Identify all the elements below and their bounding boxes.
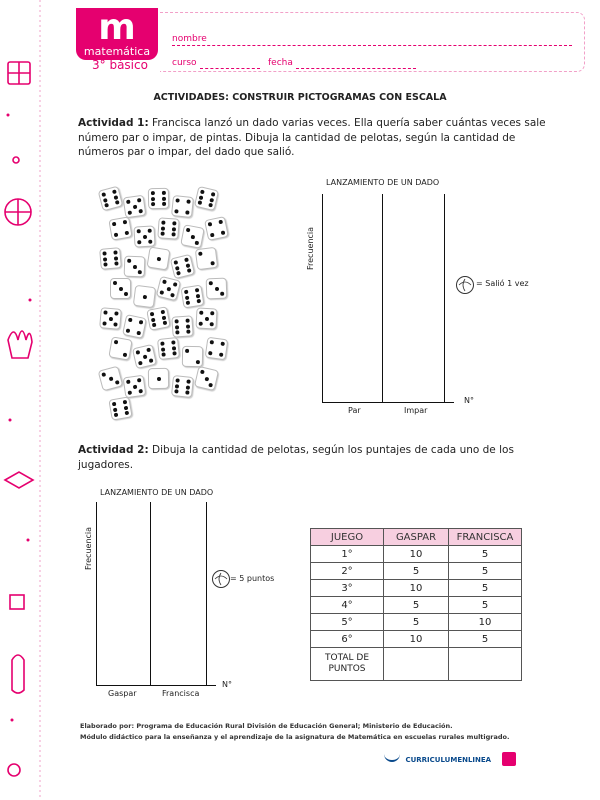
- nombre-label: nombre: [172, 34, 207, 44]
- die-pip: [220, 342, 225, 347]
- die-pip: [198, 200, 203, 205]
- die-pip: [162, 279, 167, 284]
- die-pip: [112, 189, 117, 194]
- die-pip: [138, 389, 143, 394]
- die-face: [110, 278, 131, 299]
- die-pip: [184, 257, 189, 262]
- die-pip: [156, 376, 160, 380]
- die-pip: [160, 341, 164, 345]
- die-face: [180, 284, 204, 308]
- table-row: [311, 563, 522, 580]
- die-pip: [137, 229, 141, 233]
- die-pip: [208, 203, 213, 208]
- die-pip: [196, 293, 201, 298]
- table-row: [311, 580, 522, 597]
- die-pip: [128, 318, 133, 323]
- die-pip: [127, 259, 131, 263]
- curso-field[interactable]: [200, 68, 260, 69]
- chart-1-xlabel: N°: [464, 396, 474, 405]
- die-pip: [200, 190, 205, 195]
- die-face: [194, 366, 219, 391]
- chart-1-key: = Salió 1 vez: [476, 279, 529, 288]
- fecha-field[interactable]: [296, 68, 416, 69]
- die-face: [98, 186, 124, 212]
- die-pip: [185, 390, 189, 394]
- die-pip: [173, 282, 178, 287]
- die-pip: [102, 321, 106, 325]
- die-pip: [171, 232, 175, 236]
- die-pip: [175, 325, 179, 329]
- die-pip: [123, 220, 128, 225]
- die-pip: [137, 240, 141, 244]
- die-face: [156, 276, 181, 301]
- die-pip: [161, 347, 165, 351]
- die-face: [122, 314, 147, 339]
- die-pip: [138, 361, 143, 366]
- activity-2-instructions: Dibuja la cantidad de pelotas, según los puntajes de cada uno de los jugadores.: [78, 444, 514, 471]
- die-pip: [132, 264, 136, 268]
- die-pip: [142, 294, 146, 298]
- table-body: [311, 546, 522, 648]
- matematica-logo: [76, 8, 158, 60]
- chart-1-divider: [382, 194, 383, 402]
- die-pip: [220, 292, 224, 296]
- die-pip: [103, 197, 108, 202]
- die-pip: [172, 351, 176, 355]
- die-pip: [101, 192, 106, 197]
- col-francisca: FRANCISCA: [449, 529, 522, 546]
- die-pip: [204, 376, 209, 381]
- total-label: TOTAL DE PUNTOS: [311, 648, 384, 681]
- die-face: [171, 375, 194, 398]
- die-pip: [171, 340, 175, 344]
- die-pip: [186, 329, 190, 333]
- curriculum-logo-mark: [384, 752, 400, 762]
- page-title: ACTIVIDADES: CONSTRUIR PICTOGRAMAS CON ESCALA: [153, 92, 447, 103]
- chart-1-y-axis: [322, 194, 323, 402]
- die-pip: [114, 233, 119, 238]
- table-total-row: [311, 648, 522, 681]
- die-pip: [166, 286, 171, 291]
- francisca-cell: 5: [449, 546, 522, 563]
- die-pip: [136, 350, 141, 355]
- fecha-label: fecha: [268, 58, 293, 68]
- total-francisca-cell[interactable]: [449, 648, 522, 681]
- die-pip: [114, 256, 118, 260]
- die-pip: [199, 311, 203, 315]
- chart-2-divider: [150, 502, 151, 686]
- die-pip: [113, 250, 117, 254]
- die-pip: [114, 261, 118, 265]
- curso-label: curso: [172, 58, 197, 68]
- juego-cell: 6°: [311, 631, 384, 648]
- die-pip: [162, 202, 166, 206]
- die-pip: [208, 351, 213, 356]
- die-face: [148, 368, 169, 389]
- die-pip: [126, 380, 131, 385]
- juego-cell: 5°: [311, 614, 384, 631]
- die-pip: [175, 198, 179, 202]
- chart-2-category-gaspar: Gaspar: [108, 689, 137, 698]
- activity-2-label: Actividad 2:: [78, 444, 149, 456]
- logo-word: matemática: [83, 45, 151, 58]
- die-pip: [108, 316, 112, 320]
- die-pip: [112, 222, 117, 227]
- die-pip: [114, 413, 119, 418]
- die-pip: [172, 221, 176, 225]
- die-pip: [103, 257, 107, 261]
- decorative-side-stripe: [0, 0, 46, 800]
- die-pip: [161, 352, 165, 356]
- die-pip: [139, 320, 144, 325]
- die-pip: [162, 315, 167, 320]
- chart-2-y-axis: [96, 502, 97, 686]
- gaspar-cell: 5: [384, 614, 449, 631]
- die-face: [133, 225, 155, 247]
- activity-1-label: Actividad 1:: [78, 117, 149, 129]
- gaspar-cell: 5: [384, 563, 449, 580]
- die-pip: [151, 191, 155, 195]
- table-row: [311, 631, 522, 648]
- die-pip: [112, 402, 117, 407]
- gaspar-cell: 10: [384, 580, 449, 597]
- die-pip: [136, 331, 141, 336]
- chart-2-xlabel: N°: [222, 680, 232, 689]
- die-face: [171, 315, 193, 337]
- chart-1-category-par: Par: [348, 406, 361, 415]
- die-face: [123, 375, 147, 399]
- die-pip: [114, 311, 118, 315]
- die-pip: [151, 317, 156, 322]
- die-pip: [195, 241, 200, 246]
- die-face: [171, 195, 194, 218]
- die-pip: [198, 251, 202, 255]
- die-pip: [126, 328, 131, 333]
- die-face: [148, 188, 169, 209]
- juego-cell: 3°: [311, 580, 384, 597]
- dice-illustration: [100, 188, 230, 408]
- die-pip: [186, 199, 190, 203]
- nombre-field[interactable]: [172, 45, 572, 46]
- chart-2-right-border: [206, 502, 207, 686]
- francisca-cell: 10: [449, 614, 522, 631]
- activity-1-instructions: Francisca lanzó un dado varias veces. Ella quería saber cuántas veces sale número par o impar, de pintas. Dibuja la cantidad de pelotas, según la cantidad de números par o impar, del dado que salió.: [78, 117, 546, 158]
- die-pip: [108, 376, 113, 381]
- die-pip: [146, 348, 151, 353]
- die-pip: [208, 383, 213, 388]
- grade-label: 3° básico: [92, 58, 148, 72]
- die-face: [133, 285, 156, 308]
- die-pip: [200, 370, 205, 375]
- footer-line-1: Elaborado por: Programa de Educación Rural División de Educación General; Ministerio de Educación.: [80, 722, 453, 730]
- chart-2-title: LANZAMIENTO DE UN DADO: [100, 488, 214, 497]
- die-pip: [113, 322, 117, 326]
- die-face: [204, 216, 229, 241]
- die-pip: [197, 299, 202, 304]
- chart-1-right-border: [444, 194, 445, 402]
- die-face: [146, 306, 171, 331]
- footer-line-2: Módulo didáctico para la enseñanza y el aprendizaje de la asignatura de Matemática en escuelas rurales multigrado.: [80, 733, 510, 741]
- die-pip: [113, 195, 118, 200]
- francisca-cell: 5: [449, 580, 522, 597]
- die-pip: [128, 390, 133, 395]
- die-face: [182, 346, 203, 367]
- francisca-cell: 5: [449, 597, 522, 614]
- die-pip: [195, 288, 200, 293]
- die-pip: [125, 411, 130, 416]
- die-face: [108, 396, 132, 420]
- francisca-cell: 5: [449, 631, 522, 648]
- die-pip: [124, 292, 128, 296]
- die-pip: [124, 405, 129, 410]
- die-pip: [170, 293, 175, 298]
- die-pip: [113, 281, 117, 285]
- die-pip: [132, 384, 137, 389]
- die-face: [206, 278, 228, 300]
- die-pip: [176, 271, 181, 276]
- chart-2-x-axis: [96, 685, 216, 686]
- die-pip: [148, 229, 152, 233]
- die-pip: [103, 310, 107, 314]
- table-row: [311, 546, 522, 563]
- gaspar-cell: 10: [384, 546, 449, 563]
- die-pip: [161, 226, 165, 230]
- activity-2-text: [78, 443, 558, 472]
- curriculum-logo-text: CURRICULUMENLINEA: [405, 756, 492, 764]
- die-face: [194, 186, 219, 211]
- die-pip: [219, 352, 224, 357]
- die-face: [195, 307, 217, 329]
- col-juego: JUEGO: [311, 529, 384, 546]
- francisca-cell: 5: [449, 563, 522, 580]
- die-face: [146, 246, 170, 270]
- die-pip: [119, 287, 123, 291]
- die-pip: [196, 360, 200, 364]
- die-pip: [174, 389, 178, 393]
- chart-2-key: = 5 puntos: [230, 574, 275, 583]
- die-pip: [210, 311, 214, 315]
- die-pip: [125, 231, 130, 236]
- die-pip: [186, 324, 190, 328]
- die-pip: [185, 210, 189, 214]
- chart-1-ylabel: Frecuencia: [306, 226, 315, 270]
- die-pip: [210, 322, 214, 326]
- chart-1-x-axis: [322, 402, 454, 403]
- juego-cell: 1°: [311, 546, 384, 563]
- die-pip: [210, 261, 214, 265]
- die-pip: [115, 200, 120, 205]
- die-pip: [138, 270, 142, 274]
- die-pip: [138, 209, 143, 214]
- die-pip: [190, 234, 195, 239]
- die-pip: [209, 197, 214, 202]
- die-pip: [137, 198, 142, 203]
- die-face: [195, 247, 218, 270]
- die-face: [157, 217, 179, 239]
- die-face: [99, 247, 122, 270]
- activity-1-text: [78, 116, 558, 160]
- curriculum-logo: [384, 752, 491, 764]
- die-face: [99, 307, 122, 330]
- die-pip: [209, 281, 213, 285]
- die-pip: [199, 195, 204, 200]
- die-pip: [126, 200, 131, 205]
- die-face: [170, 254, 195, 279]
- die-pip: [218, 220, 223, 225]
- die-pip: [102, 251, 106, 255]
- die-pip: [163, 321, 168, 326]
- die-pip: [104, 203, 109, 208]
- die-pip: [185, 295, 190, 300]
- die-pip: [204, 316, 208, 320]
- logo-letter: m: [98, 7, 136, 48]
- juego-cell: 4°: [311, 597, 384, 614]
- total-gaspar-cell[interactable]: [384, 648, 449, 681]
- table-row: [311, 614, 522, 631]
- die-pip: [175, 265, 180, 270]
- chart-1-title: LANZAMIENTO DE UN DADO: [326, 178, 440, 187]
- die-pip: [114, 340, 119, 345]
- ball-icon: [212, 570, 230, 588]
- die-pip: [150, 312, 155, 317]
- die-pip: [173, 260, 178, 265]
- gaspar-cell: 10: [384, 631, 449, 648]
- die-pip: [184, 290, 189, 295]
- die-pip: [187, 268, 192, 273]
- die-pip: [113, 407, 118, 412]
- die-pip: [132, 204, 137, 209]
- score-table: [310, 528, 522, 681]
- die-pip: [142, 234, 146, 238]
- die-pip: [161, 310, 166, 315]
- die-pip: [211, 192, 216, 197]
- die-pip: [186, 228, 191, 233]
- die-pip: [123, 400, 128, 405]
- gaspar-cell: 5: [384, 597, 449, 614]
- die-pip: [172, 227, 176, 231]
- die-face: [180, 224, 205, 249]
- die-face: [132, 344, 157, 369]
- die-pip: [162, 196, 166, 200]
- chart-1-category-impar: Impar: [404, 406, 428, 415]
- header-frame: [160, 12, 585, 72]
- die-pip: [175, 378, 179, 382]
- die-face: [98, 366, 124, 392]
- die-pip: [175, 384, 179, 388]
- chart-2-ylabel: Frecuencia: [84, 526, 93, 570]
- die-pip: [148, 240, 152, 244]
- table-header-row: [311, 529, 522, 546]
- die-pip: [186, 379, 190, 383]
- die-face: [123, 195, 147, 219]
- die-pip: [128, 210, 133, 215]
- die-pip: [162, 191, 166, 195]
- die-pip: [161, 220, 165, 224]
- die-pip: [151, 197, 155, 201]
- die-pip: [123, 353, 128, 358]
- die-pip: [115, 380, 120, 385]
- die-pip: [152, 323, 157, 328]
- die-pip: [185, 349, 189, 353]
- die-face: [108, 216, 132, 240]
- ball-icon: [456, 276, 474, 294]
- die-pip: [210, 233, 215, 238]
- die-pip: [142, 354, 147, 359]
- table-row: [311, 597, 522, 614]
- chart-2-category-francisca: Francisca: [162, 689, 200, 698]
- die-pip: [103, 262, 107, 266]
- die-pip: [186, 301, 191, 306]
- die-pip: [186, 385, 190, 389]
- die-pip: [151, 202, 155, 206]
- die-pip: [172, 346, 176, 350]
- die-pip: [160, 231, 164, 235]
- die-face: [205, 337, 229, 361]
- die-pip: [210, 340, 215, 345]
- die-pip: [137, 378, 142, 383]
- juego-cell: 2°: [311, 563, 384, 580]
- col-gaspar: GASPAR: [384, 529, 449, 546]
- die-pip: [199, 322, 203, 326]
- die-pip: [101, 372, 106, 377]
- die-pip: [175, 330, 179, 334]
- brand-square: [502, 752, 516, 766]
- die-pip: [149, 358, 154, 363]
- die-pip: [214, 286, 218, 290]
- die-pip: [185, 263, 190, 268]
- die-face: [157, 337, 180, 360]
- die-pip: [185, 318, 189, 322]
- die-pip: [156, 256, 161, 261]
- die-face: [124, 256, 146, 278]
- die-pip: [221, 230, 226, 235]
- die-pip: [174, 319, 178, 323]
- die-pip: [159, 290, 164, 295]
- die-face: [108, 336, 132, 360]
- die-pip: [208, 222, 213, 227]
- die-pip: [174, 209, 178, 213]
